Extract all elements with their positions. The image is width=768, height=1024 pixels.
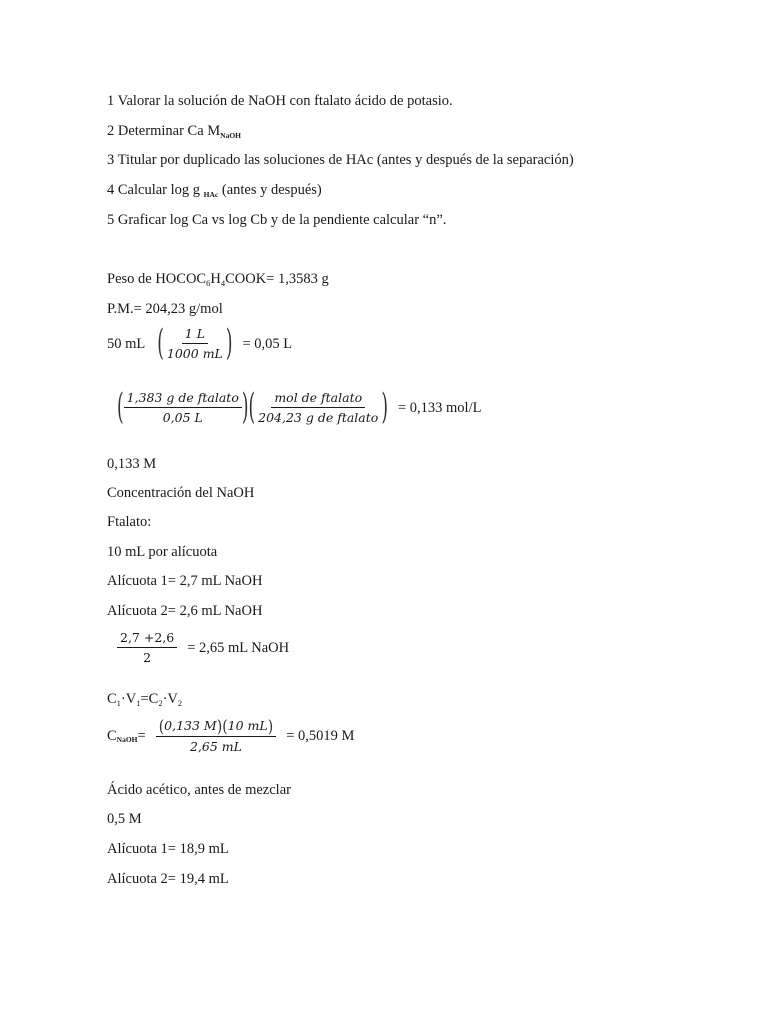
naoh-heading: Concentración del NaOH xyxy=(107,485,255,501)
concentration-calc xyxy=(117,387,482,429)
pm-line: P.M.= 204,23 g/mol xyxy=(107,301,223,317)
aliquot-volume: 10 mL por alícuota xyxy=(107,544,218,560)
paren-open: ( xyxy=(248,387,256,429)
average-num: 2,7 +2,6 xyxy=(117,630,177,648)
peso-line: Peso de $HOCOC_6H_4COOK= 1,3583$ g xyxy=(107,271,329,288)
cnaoh-sub: NaOH xyxy=(116,734,138,744)
step-3: 3 Titular por duplicado las soluciones de HAc (antes y después de la separación) xyxy=(107,152,574,168)
fraction-1-den: 0,05 L xyxy=(162,410,203,425)
cnaoh-label: C xyxy=(107,727,117,744)
cnaoh-eq: = xyxy=(137,727,146,744)
acetic-aliquot-2: Alícuota 2= 19,4 mL xyxy=(107,871,229,887)
paren-close: ) xyxy=(225,323,233,365)
fraction-2-num: mol de ftalato xyxy=(271,390,365,408)
paren-close: ) xyxy=(381,387,388,429)
aliquot-2: Alícuota 2= 2,6 mL NaOH xyxy=(107,603,263,619)
cnaoh-result: = 0,5019 M xyxy=(286,727,355,744)
acetic-heading: Ácido acético, antes de mezclar xyxy=(107,782,291,798)
fraction-1-num: 1,383 g de ftalato xyxy=(124,390,242,408)
conv-fraction xyxy=(164,326,226,362)
conv-result: = 0,05 L xyxy=(242,335,293,352)
aliquot-1: Alícuota 1= 2,7 mL NaOH xyxy=(107,573,263,589)
molarity-line: 0,133 M xyxy=(107,456,157,472)
paren-close: ) xyxy=(241,387,249,429)
average-fraction xyxy=(117,630,177,666)
c1v1-equation: $C_1\cdot V_1=C_2\cdot V_2$ xyxy=(107,691,183,708)
cnaoh-fraction xyxy=(156,718,276,755)
fraction-2-den: 204,23 g de ftalato xyxy=(258,410,379,425)
average-calc xyxy=(117,630,289,666)
paren-open: ( xyxy=(117,387,124,429)
step-5: 5 Graficar log Ca vs log Cb y de la pendiente calcular “n”. xyxy=(107,212,447,228)
acetic-aliquot-1: Alícuota 1= 18,9 mL xyxy=(107,841,229,857)
fraction-1 xyxy=(124,390,242,426)
conv-num: 1 L xyxy=(182,326,208,344)
paren-open: ( xyxy=(157,323,164,365)
fraction-2 xyxy=(255,390,381,426)
average-den: 2 xyxy=(143,650,152,665)
cnaoh-den: 2,65 mL xyxy=(189,738,242,754)
conv-den: 1000 mL xyxy=(166,346,223,361)
acetic-concentration: 0,5 M xyxy=(107,811,142,827)
step-1: 1 Valorar la solución de NaOH con ftalato ácido de potasio. xyxy=(107,93,453,109)
step-4: 4 Calcular log g $_{HAc}$ (antes y después) xyxy=(107,182,322,199)
conc-result: = 0,133 mol/L xyxy=(397,399,482,416)
ftalato-label: Ftalato: xyxy=(107,514,152,530)
conv-lead: 50 mL xyxy=(107,335,146,352)
cnaoh-calc xyxy=(107,718,354,755)
step-2: 2 Determinar Ca $M_{NaOH}$ xyxy=(107,123,241,140)
cnaoh-num: (0,133 M)(10 mL) xyxy=(156,718,276,737)
average-result: = 2,65 mL NaOH xyxy=(187,639,290,656)
volume-conversion xyxy=(107,323,293,365)
